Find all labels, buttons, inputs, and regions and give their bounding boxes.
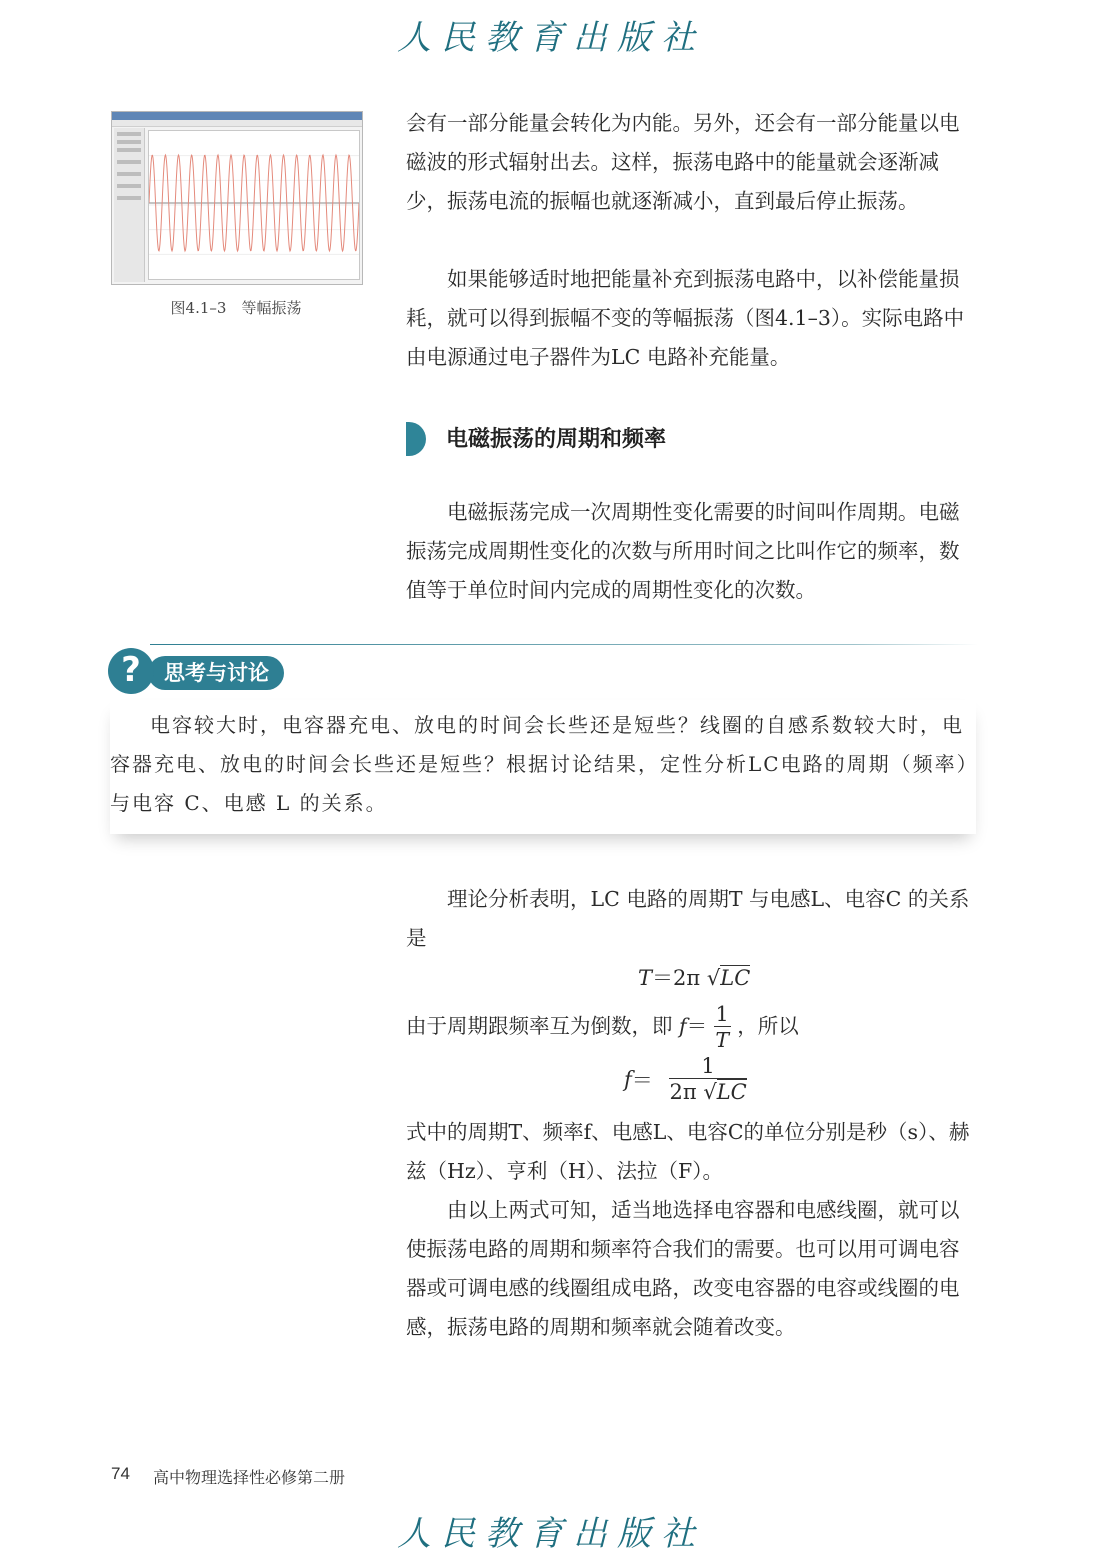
formula-period-lhs: T bbox=[638, 966, 653, 990]
page-number: 74 bbox=[111, 1464, 130, 1483]
reciprocal-denominator: T bbox=[715, 1028, 730, 1052]
intro-paragraph-1: 会有一部分能量会转化为内能。另外，还会有一部分能量以电磁波的形式辐射出去。这样，振荡电路中的能量就会逐渐减少，振荡电流的振幅也就逐渐减小，直到最后停止振荡。 bbox=[406, 111, 960, 213]
think-divider bbox=[150, 644, 978, 645]
figure-window-titlebar bbox=[112, 112, 362, 120]
section-title: 电磁振荡的周期和频率 bbox=[446, 427, 667, 452]
publisher-logo-footer: 人民教育出版社 bbox=[397, 1514, 705, 1554]
formula-frequency bbox=[624, 1054, 747, 1105]
analysis-paragraph-1: 理论分析表明，LC 电路的周期T 与电感L、电容C 的关系是 bbox=[406, 887, 970, 950]
formula-frequency-numerator: 1 bbox=[669, 1054, 746, 1079]
intro-paragraph-2: 如果能够适时地把能量补充到振荡电路中，以补偿能量损耗，就可以得到振幅不变的等幅振荡（图4.1–3）。实际电路中由电源通过电子器件为LC 电路补充能量。 bbox=[406, 267, 965, 369]
reciprocal-numerator: 1 bbox=[715, 1002, 729, 1026]
figure-window-menubar bbox=[112, 120, 362, 127]
formula-period bbox=[638, 962, 750, 992]
analysis-paragraph-3: 式中的周期T、频率f、电感L、电容C的单位分别是秒（s）、赫兹（Hz）、亨利（H）、法拉（F）。 bbox=[406, 1120, 970, 1183]
figure-oscillation-screenshot bbox=[111, 111, 363, 285]
book-title: 高中物理选择性必修第二册 bbox=[153, 1468, 346, 1487]
formula-frequency-lhs: f bbox=[624, 1067, 632, 1092]
section-paragraph: 电磁振荡完成一次周期性变化需要的时间叫作周期。电磁振荡完成周期性变化的次数与所用时间之比叫作它的频率，数值等于单位时间内完成的周期性变化的次数。 bbox=[406, 500, 960, 602]
figure-plot-area bbox=[148, 130, 360, 280]
sine-wave-trace bbox=[149, 131, 359, 279]
reciprocal-fraction bbox=[714, 1002, 731, 1053]
reciprocal-suffix: ，所以 bbox=[737, 1014, 799, 1038]
analysis-paragraph-4: 由以上两式可知，适当地选择电容器和电感线圈，就可以使振荡电路的周期和频率符合我们的需要。也可以用可调电容器或可调电感的线圈组成电路，改变电容器的电容或线圈的电感，振荡电路的周期和频率就会随着改变。 bbox=[406, 1198, 960, 1339]
publisher-logo-header: 人民教育出版社 bbox=[397, 18, 705, 58]
formula-period-radicand: LC bbox=[720, 966, 751, 990]
reciprocal-eq: ＝ bbox=[686, 1014, 708, 1038]
formula-frequency-fraction bbox=[669, 1054, 746, 1105]
formula-frequency-radicand: LC bbox=[716, 1080, 747, 1104]
analysis-paragraph-2 bbox=[406, 1002, 978, 1053]
reciprocal-text: 由于周期跟频率互为倒数，即 bbox=[406, 1014, 673, 1038]
figure-caption: 图4.1–3 等幅振荡 bbox=[170, 299, 302, 317]
section-marker-icon bbox=[406, 422, 426, 456]
think-title: 思考与讨论 bbox=[148, 656, 284, 690]
sqrt-icon: √ bbox=[706, 966, 721, 990]
figure-control-panel bbox=[114, 128, 145, 282]
formula-frequency-eq: ＝ bbox=[631, 1068, 653, 1093]
formula-frequency-denominator bbox=[669, 1079, 746, 1105]
question-mark-icon: ? bbox=[108, 648, 154, 694]
think-question: 电容较大时，电容器充电、放电的时间会长些还是短些？线圈的自感系数较大时，电容器充电、放电的时间会长些还是短些？根据讨论结果，定性分析LC电路的周期（频率）与电容 C、电感 L 的关系。 bbox=[110, 713, 969, 815]
reciprocal-f: f bbox=[679, 1014, 687, 1038]
think-badge bbox=[108, 648, 288, 694]
formula-frequency-den-prefix: 2π bbox=[669, 1080, 697, 1104]
formula-period-eq: ＝2π bbox=[652, 966, 701, 990]
sqrt-icon: √ bbox=[703, 1080, 717, 1104]
